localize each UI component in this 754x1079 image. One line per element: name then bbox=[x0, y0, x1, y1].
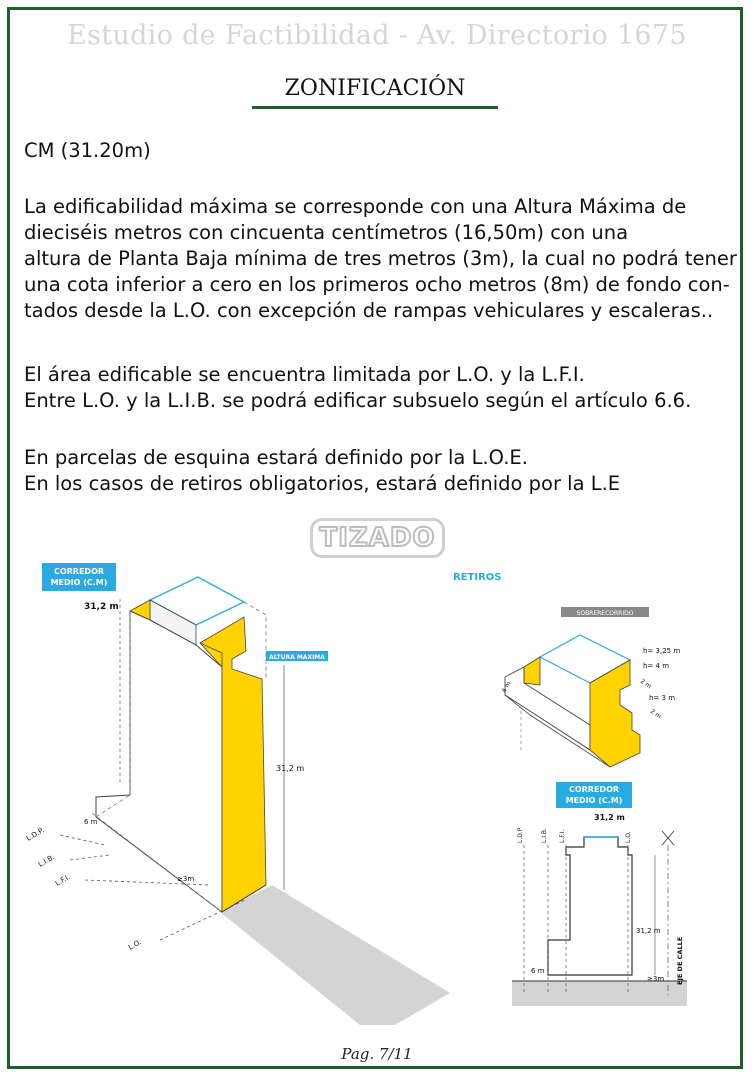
lo-label: L.O. bbox=[127, 938, 143, 952]
section-lfi-label: L.F.I. bbox=[559, 829, 566, 843]
h3-label: h= 3 m bbox=[649, 694, 676, 702]
section-ground bbox=[512, 981, 687, 1006]
street-strip bbox=[220, 885, 450, 1025]
section-badge-line-1: CORREDOR bbox=[568, 785, 620, 794]
paragraph-3-line-2: En los casos de retiros obligatorios, estará definido por la L.E bbox=[24, 472, 621, 495]
paragraph-1-line-5: tados desde la L.O. con excepción de rampas vehiculares y escaleras.. bbox=[24, 299, 714, 322]
paragraph-1-line-2: dieciséis metros con cincuenta centímetros (16,50m) con una bbox=[24, 221, 629, 244]
section-title: ZONIFICACIÓN bbox=[284, 76, 466, 101]
d2b-label: 2 m bbox=[648, 707, 663, 721]
dashed-rear bbox=[96, 611, 130, 817]
h4-label: h= 4 m bbox=[643, 662, 670, 670]
retiros-title: RETIROS bbox=[453, 572, 502, 583]
h325-label: h= 3,25 m bbox=[643, 647, 681, 655]
paragraph-3-line-1: En parcelas de esquina estará definido por la L.O.E. bbox=[24, 446, 528, 469]
section-lib-label: L.I.B. bbox=[541, 828, 548, 843]
paragraph-1-line-1: La edificabilidad máxima se corresponde con una Altura Máxima de bbox=[24, 195, 687, 218]
side-height-label: 31,2 m bbox=[276, 764, 305, 773]
dashed-volume bbox=[244, 602, 266, 679]
zone-code: CM (31.20m) bbox=[24, 139, 151, 162]
cm-badge-line-1: CORREDOR bbox=[53, 567, 105, 576]
ldp-label: L.D.P. bbox=[25, 826, 46, 843]
section-badge-line-2: MEDIO (C.M) bbox=[565, 796, 623, 805]
altura-maxima-label: ALTURA MAXIMA bbox=[269, 654, 325, 661]
lib-line bbox=[70, 855, 110, 860]
section-title-underline bbox=[252, 106, 498, 109]
s4-label: 4 m bbox=[500, 680, 513, 694]
section-axis-label: EJE DE CALLE bbox=[676, 936, 684, 985]
retiros-yellow-small bbox=[524, 657, 540, 685]
paragraph-2-line-1: El área edificable se encuentra limitada por L.O. y la L.F.I. bbox=[24, 363, 585, 386]
section-ldp-label: L.D.P bbox=[517, 827, 524, 843]
axis-marker-icon bbox=[662, 831, 674, 845]
sobrerecorrido-label: SOBRERECORRIDO bbox=[576, 610, 634, 617]
d2a-label: 2 m bbox=[638, 677, 653, 691]
paragraph-1-line-3: altura de Planta Baja mínima de tres metros (3m), la cual no podrá tener bbox=[24, 247, 737, 270]
building-front-face bbox=[96, 611, 222, 912]
section-lo-label: L.O. bbox=[625, 831, 632, 843]
retiros-base bbox=[505, 667, 590, 750]
document-header-title: Estudio de Factibilidad - Av. Directorio 1675 bbox=[67, 20, 687, 51]
paragraph-1-line-4: una cota inferior a cero en los primeros ocho metros (8m) de fondo con- bbox=[24, 273, 730, 296]
section-building-outline bbox=[548, 837, 632, 975]
section-3m-label: ≥3m bbox=[647, 975, 665, 983]
paragraph-2-line-2: Entre L.O. y la L.I.B. se podrá edificar subsuelo según el artículo 6.6. bbox=[24, 389, 692, 412]
lib-label: L.I.B. bbox=[37, 853, 57, 869]
cm-badge-line-2: MEDIO (C.M) bbox=[50, 578, 108, 587]
tizado-watermark-logo: TIZADO bbox=[310, 518, 445, 558]
section-height-top-label: 31,2 m bbox=[594, 813, 625, 822]
cm-height-label: 31,2 m bbox=[84, 602, 119, 612]
ground-3m-label: ≥3m bbox=[177, 875, 195, 883]
depth-6m-label: 6 m bbox=[84, 818, 98, 826]
ldp-line bbox=[60, 835, 105, 845]
section-6m-label: 6 m bbox=[531, 967, 545, 975]
zoning-figure bbox=[0, 555, 754, 1025]
section-height-side-label: 31,2 m bbox=[636, 927, 661, 935]
page-number: Pag. 7/11 bbox=[341, 1045, 413, 1063]
lfi-label: L.F.I. bbox=[54, 873, 72, 888]
